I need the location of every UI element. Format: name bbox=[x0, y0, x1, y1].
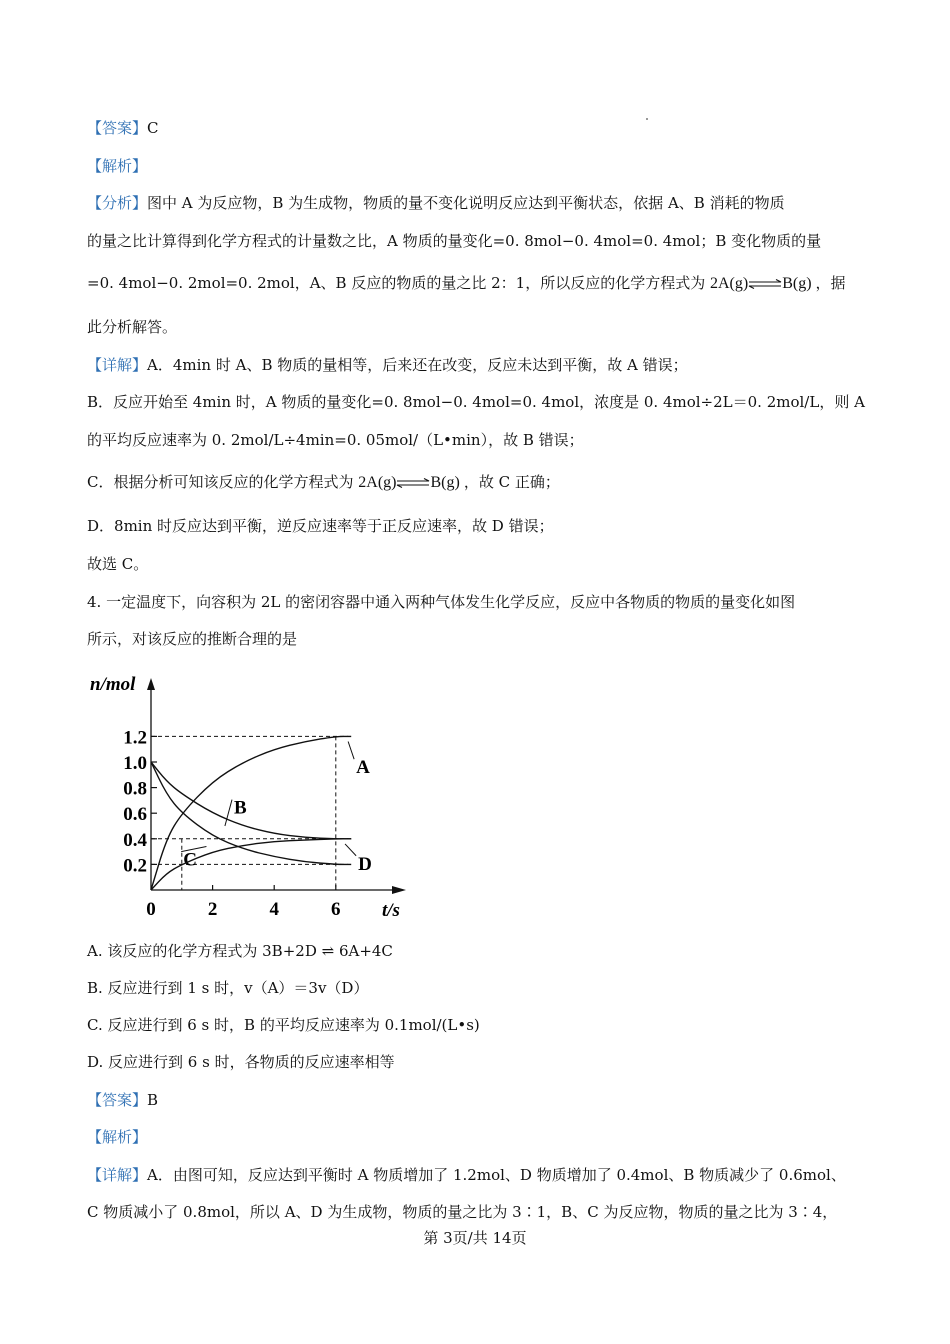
q4-analysis-heading: 【解析】 bbox=[87, 1128, 148, 1146]
series-B-line bbox=[151, 762, 351, 839]
y-tick-label: 1.0 bbox=[123, 753, 147, 774]
q4-option-c: C. 反应进行到 6 s 时，B 的平均反应速率为 0.1mol/(L•s) bbox=[87, 1016, 480, 1034]
equation: 2A(g) B(g) bbox=[710, 275, 812, 292]
series-A-leader bbox=[348, 742, 354, 760]
x-axis-label: t/s bbox=[382, 900, 400, 921]
q4-stem-1: 4. 一定温度下，向容积为 2L 的密闭容器中通入两种气体发生化学反应，反应中各物质的物质的量变化如图 bbox=[87, 593, 796, 611]
x-axis-arrow-icon bbox=[392, 886, 406, 894]
prev-analysis-heading: 【解析】 bbox=[87, 157, 148, 175]
series-A-label: A bbox=[356, 757, 370, 779]
y-axis-label: n/mol bbox=[90, 674, 136, 695]
q4-xiangjie-1: 【详解】A．由图可知，反应达到平衡时 A 物质增加了 1.2mol、D 物质增加了 0.4mol、B 物质减少了 0.6mol、 bbox=[87, 1166, 846, 1184]
prev-xiangjie-c: C．根据分析可知该反应的化学方程式为 2A(g) B(g) ，故 C 正确； bbox=[87, 473, 560, 491]
series-A-line bbox=[151, 736, 351, 890]
q4-option-d: D. 反应进行到 6 s 时，各物质的反应速率相等 bbox=[87, 1053, 395, 1071]
equilibrium-arrow-icon bbox=[748, 279, 782, 289]
series-C-line bbox=[151, 762, 351, 864]
curves bbox=[151, 736, 372, 890]
y-axis-arrow-icon bbox=[147, 678, 155, 690]
x-tick-label: 0 bbox=[146, 899, 156, 920]
y-tick-label: 1.2 bbox=[123, 727, 147, 749]
stray-dot bbox=[646, 118, 648, 120]
series-B-label: B bbox=[234, 797, 247, 819]
prev-xiangjie-d: D．8min 时反应达到平衡，逆反应速率等于正反应速率，故 D 错误； bbox=[87, 517, 554, 535]
prev-fenxi-line-1: 【分析】图中 A 为反应物，B 为生成物，物质的量不变化说明反应达到平衡状态，依据 A、B 消耗的物质 bbox=[87, 194, 785, 212]
series-D-leader bbox=[345, 844, 356, 856]
series-C-label: C bbox=[183, 849, 197, 871]
prev-fenxi-line-4: 此分析解答。 bbox=[87, 318, 178, 336]
q4-chart bbox=[88, 670, 418, 926]
prev-conclusion: 故选 C。 bbox=[87, 555, 149, 573]
prev-answer: 【答案】C bbox=[87, 119, 159, 137]
page-footer: 第 3页/共 14页 bbox=[423, 1229, 527, 1247]
q4-option-a: A. 该反应的化学方程式为 3B+2D ⇌ 6A+4C bbox=[87, 942, 393, 960]
q4-answer: 【答案】B bbox=[87, 1091, 159, 1109]
y-tick-label: 0.2 bbox=[123, 855, 147, 877]
equilibrium-arrow-icon bbox=[396, 478, 430, 488]
y-tick-label: 0.6 bbox=[123, 804, 147, 826]
x-tick-label: 2 bbox=[207, 899, 218, 920]
prev-xiangjie-b1: B．反应开始至 4min 时，A 物质的量变化=0. 8mol−0. 4mol=0. 4mol，浓度是 0. 4mol÷2L＝0. 2mol/L，则 A bbox=[87, 393, 865, 411]
x-tick-label: 6 bbox=[331, 899, 341, 920]
series-D-label: D bbox=[358, 853, 372, 875]
prev-xiangjie-b2: 的平均反应速率为 0. 2mol/L÷4min=0. 05mol/（L•min），故 B 错误； bbox=[87, 431, 584, 449]
x-tick-label: 4 bbox=[269, 899, 279, 920]
ticks bbox=[123, 727, 340, 920]
equation: 2A(g) B(g) bbox=[358, 474, 460, 491]
y-tick-label: 0.4 bbox=[123, 829, 147, 851]
series-B-leader bbox=[225, 800, 232, 826]
q4-xiangjie-2: C 物质减小了 0.8mol，所以 A、D 为生成物，物质的量之比为 3∶1，B、C 为反应物，物质的量之比为 3∶4， bbox=[87, 1203, 838, 1221]
q4-stem-2: 所示，对该反应的推断合理的是 bbox=[87, 630, 298, 648]
prev-fenxi-line-3: =0. 4mol−0. 2mol=0. 2mol，A、B 反应的物质的量之比 2：1，所以反应的化学方程式为 2A(g) B(g) ，据 bbox=[87, 274, 846, 292]
prev-xiangjie-a: 【详解】A．4min 时 A、B 物质的量相等，后来还在改变，反应未达到平衡，故 A 错误； bbox=[87, 356, 688, 374]
prev-fenxi-line-2: 的量之比计算得到化学方程式的计量数之比，A 物质的量变化=0. 8mol−0. 4mol=0. 4mol；B 变化物质的量 bbox=[87, 232, 822, 250]
y-tick-label: 0.8 bbox=[123, 778, 147, 800]
q4-option-b: B. 反应进行到 1 s 时，v（A）＝3v（D） bbox=[87, 979, 369, 997]
